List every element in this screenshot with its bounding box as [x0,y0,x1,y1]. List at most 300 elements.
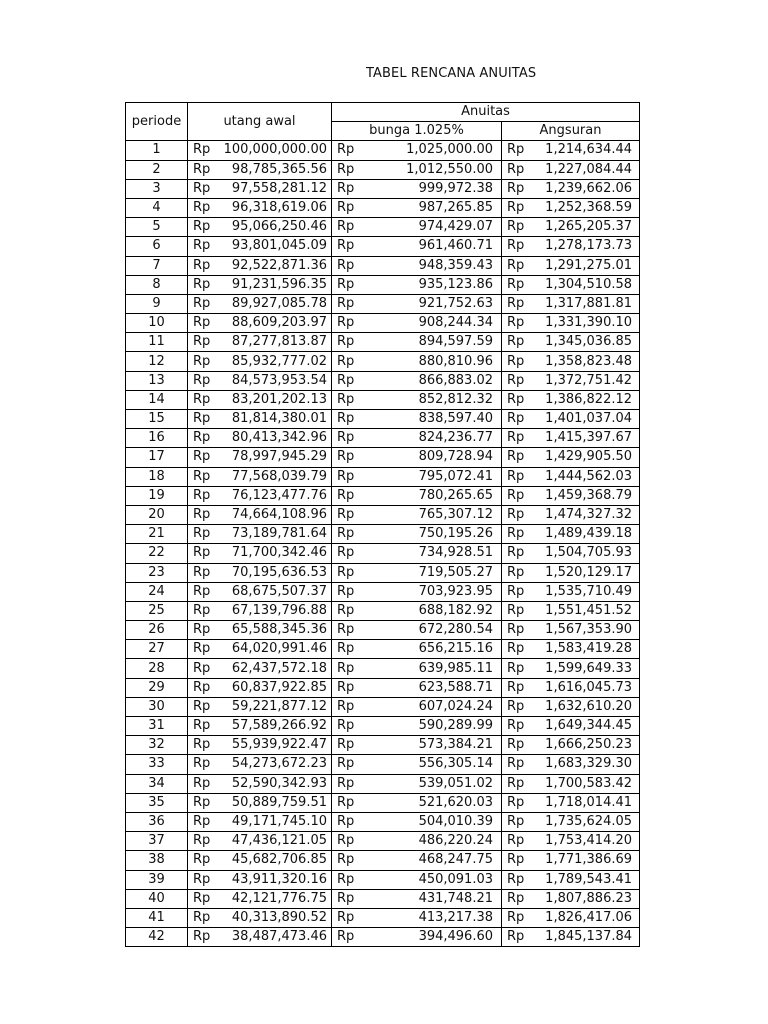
amount-value: 92,522,871.36 [231,257,327,273]
amount-value: 1,735,624.05 [545,814,633,830]
angsuran-cell [502,218,640,237]
periode-cell: 42 [126,928,188,947]
amount-value: 100,000,000.00 [223,142,327,158]
bunga-cell [332,333,502,352]
periode-cell: 13 [126,371,188,390]
bunga-cell [332,525,502,544]
periode-cell: 18 [126,467,188,486]
currency-label: Rp [337,142,355,158]
angsuran-cell [502,429,640,448]
currency-label: Rp [337,660,355,676]
amount-value: 1,520,129.17 [545,564,633,580]
utang-awal-cell [188,697,332,716]
amount-value: 68,675,507.37 [231,583,327,599]
header-anuitas: Anuitas [332,103,640,122]
amount-value: 880,810.96 [418,353,493,369]
currency-label: Rp [507,871,525,887]
table-row [126,582,640,601]
currency-label: Rp [507,660,525,676]
currency-label: Rp [193,698,211,714]
currency-label: Rp [337,276,355,292]
amount-value: 987,265.85 [418,200,493,216]
currency-label: Rp [507,852,525,868]
amount-value: 1,265,205.37 [545,219,633,235]
angsuran-cell [502,755,640,774]
table-row [126,793,640,812]
amount-value: 93,801,045.09 [231,238,327,254]
currency-label: Rp [337,583,355,599]
currency-label: Rp [193,391,211,407]
table-row [126,659,640,678]
bunga-cell [332,870,502,889]
utang-awal-cell [188,812,332,831]
currency-label: Rp [193,852,211,868]
angsuran-cell [502,563,640,582]
table-row [126,678,640,697]
amount-value: 65,588,345.36 [231,622,327,638]
amount-value: 76,123,477.76 [231,487,327,503]
utang-awal-cell [188,544,332,563]
currency-label: Rp [193,507,211,523]
amount-value: 521,620.03 [418,794,493,810]
periode-cell: 24 [126,582,188,601]
currency-label: Rp [337,487,355,503]
table-row [126,179,640,198]
table-row [126,410,640,429]
periode-cell: 25 [126,601,188,620]
currency-label: Rp [337,794,355,810]
currency-label: Rp [337,411,355,427]
currency-label: Rp [193,257,211,273]
currency-label: Rp [337,545,355,561]
utang-awal-cell [188,448,332,467]
amount-value: 83,201,202.13 [231,391,327,407]
currency-label: Rp [507,756,525,772]
amount-value: 1,401,037.04 [545,411,633,427]
amount-value: 1,252,368.59 [545,200,633,216]
amount-value: 55,939,922.47 [231,737,327,753]
table-row [126,333,640,352]
table-row [126,889,640,908]
utang-awal-cell [188,275,332,294]
table-header [126,103,640,141]
amount-value: 623,588.71 [418,679,493,695]
amount-value: 67,139,796.88 [231,602,327,618]
bunga-cell [332,448,502,467]
currency-label: Rp [337,622,355,638]
currency-label: Rp [507,353,525,369]
angsuran-cell [502,505,640,524]
currency-label: Rp [507,449,525,465]
amount-value: 431,748.21 [418,890,493,906]
currency-label: Rp [337,756,355,772]
currency-label: Rp [507,545,525,561]
utang-awal-cell [188,774,332,793]
currency-label: Rp [193,737,211,753]
currency-label: Rp [193,890,211,906]
currency-label: Rp [507,718,525,734]
amount-value: 45,682,706.85 [231,852,327,868]
bunga-cell [332,793,502,812]
currency-label: Rp [193,449,211,465]
currency-label: Rp [337,698,355,714]
bunga-cell [332,889,502,908]
utang-awal-cell [188,486,332,505]
table-row [126,832,640,851]
table-row [126,294,640,313]
currency-label: Rp [193,200,211,216]
angsuran-cell [502,621,640,640]
currency-label: Rp [337,564,355,580]
currency-label: Rp [337,833,355,849]
currency-label: Rp [337,852,355,868]
utang-awal-cell [188,352,332,371]
amount-value: 62,437,572.18 [231,660,327,676]
currency-label: Rp [193,871,211,887]
table-row [126,314,640,333]
amount-value: 60,837,922.85 [231,679,327,695]
currency-label: Rp [507,679,525,695]
currency-label: Rp [193,679,211,695]
bunga-cell [332,717,502,736]
periode-cell: 3 [126,179,188,198]
angsuran-cell [502,237,640,256]
periode-cell: 1 [126,141,188,160]
angsuran-cell [502,697,640,716]
amount-value: 1,025,000.00 [406,142,493,158]
angsuran-cell [502,870,640,889]
currency-label: Rp [337,526,355,542]
table-row [126,544,640,563]
table-row [126,198,640,217]
bunga-cell [332,832,502,851]
amount-value: 1,386,822.12 [545,391,633,407]
utang-awal-cell [188,678,332,697]
utang-awal-cell [188,314,332,333]
utang-awal-cell [188,333,332,352]
table-row [126,505,640,524]
amount-value: 1,700,583.42 [545,775,633,791]
amount-value: 504,010.39 [418,814,493,830]
bunga-cell [332,141,502,160]
amount-value: 639,985.11 [418,660,493,676]
currency-label: Rp [507,142,525,158]
table-row [126,774,640,793]
angsuran-cell [502,851,640,870]
amount-value: 1,718,014.41 [545,794,633,810]
currency-label: Rp [193,487,211,503]
amount-value: 43,911,320.16 [231,871,327,887]
amount-value: 85,932,777.02 [231,353,327,369]
amount-value: 98,785,365.56 [231,161,327,177]
amount-value: 57,589,266.92 [231,718,327,734]
table-row [126,352,640,371]
periode-cell: 29 [126,678,188,697]
currency-label: Rp [337,238,355,254]
amount-value: 1,474,327.32 [545,507,633,523]
currency-label: Rp [193,564,211,580]
currency-label: Rp [193,238,211,254]
currency-label: Rp [193,372,211,388]
utang-awal-cell [188,390,332,409]
currency-label: Rp [507,564,525,580]
amount-value: 73,189,781.64 [231,526,327,542]
angsuran-cell [502,812,640,831]
periode-cell: 26 [126,621,188,640]
table-row [126,390,640,409]
currency-label: Rp [193,411,211,427]
amount-value: 91,231,596.35 [231,276,327,292]
amount-value: 1,551,451.52 [545,602,633,618]
currency-label: Rp [507,487,525,503]
bunga-cell [332,736,502,755]
periode-cell: 36 [126,812,188,831]
bunga-cell [332,160,502,179]
periode-cell: 7 [126,256,188,275]
utang-awal-cell [188,410,332,429]
amount-value: 1,567,353.90 [545,622,633,638]
amount-value: 719,505.27 [418,564,493,580]
table-row [126,928,640,947]
bunga-cell [332,314,502,333]
utang-awal-cell [188,621,332,640]
angsuran-cell [502,160,640,179]
amount-value: 450,091.03 [418,871,493,887]
amount-value: 703,923.95 [418,583,493,599]
amount-value: 97,558,281.12 [231,180,327,196]
currency-label: Rp [193,315,211,331]
header-periode: periode [126,103,188,141]
currency-label: Rp [337,871,355,887]
amount-value: 607,024.24 [418,698,493,714]
amount-value: 734,928.51 [418,545,493,561]
periode-cell: 14 [126,390,188,409]
currency-label: Rp [337,909,355,925]
currency-label: Rp [507,814,525,830]
currency-label: Rp [337,718,355,734]
table-row [126,697,640,716]
periode-cell: 32 [126,736,188,755]
amount-value: 1,372,751.42 [545,372,633,388]
angsuran-cell [502,659,640,678]
amount-value: 54,273,672.23 [231,756,327,772]
currency-label: Rp [193,718,211,734]
currency-label: Rp [507,219,525,235]
utang-awal-cell [188,889,332,908]
amount-value: 40,313,890.52 [231,909,327,925]
periode-cell: 4 [126,198,188,217]
amount-value: 1,214,634.44 [545,142,633,158]
annuity-table [125,102,640,947]
amount-value: 52,590,342.93 [231,775,327,791]
currency-label: Rp [193,526,211,542]
amount-value: 672,280.54 [418,622,493,638]
amount-value: 1,291,275.01 [545,257,633,273]
currency-label: Rp [193,430,211,446]
bunga-cell [332,544,502,563]
bunga-cell [332,352,502,371]
amount-value: 1,616,045.73 [545,679,633,695]
currency-label: Rp [193,622,211,638]
amount-value: 1,358,823.48 [545,353,633,369]
bunga-cell [332,755,502,774]
periode-cell: 31 [126,717,188,736]
bunga-cell [332,486,502,505]
currency-label: Rp [337,737,355,753]
angsuran-cell [502,314,640,333]
amount-value: 468,247.75 [418,852,493,868]
bunga-cell [332,640,502,659]
angsuran-cell [502,640,640,659]
table-row [126,218,640,237]
utang-awal-cell [188,237,332,256]
bunga-cell [332,928,502,947]
amount-value: 838,597.40 [418,411,493,427]
amount-value: 1,789,543.41 [545,871,633,887]
amount-value: 74,664,108.96 [231,507,327,523]
currency-label: Rp [193,641,211,657]
currency-label: Rp [193,909,211,925]
currency-label: Rp [337,372,355,388]
bunga-cell [332,218,502,237]
bunga-cell [332,371,502,390]
amount-value: 88,609,203.97 [231,315,327,331]
amount-value: 77,568,039.79 [231,468,327,484]
currency-label: Rp [507,372,525,388]
amount-value: 539,051.02 [418,775,493,791]
amount-value: 1,807,886.23 [545,890,633,906]
utang-awal-cell [188,198,332,217]
amount-value: 1,459,368.79 [545,487,633,503]
amount-value: 50,889,759.51 [231,794,327,810]
utang-awal-cell [188,525,332,544]
amount-value: 1,504,705.93 [545,545,633,561]
currency-label: Rp [337,257,355,273]
table-row [126,448,640,467]
periode-cell: 33 [126,755,188,774]
amount-value: 1,012,550.00 [406,161,493,177]
periode-cell: 34 [126,774,188,793]
periode-cell: 21 [126,525,188,544]
bunga-cell [332,237,502,256]
amount-value: 1,304,510.58 [545,276,633,292]
currency-label: Rp [507,200,525,216]
currency-label: Rp [337,468,355,484]
amount-value: 84,573,953.54 [231,372,327,388]
amount-value: 64,020,991.46 [231,641,327,657]
currency-label: Rp [507,737,525,753]
currency-label: Rp [507,890,525,906]
utang-awal-cell [188,793,332,812]
amount-value: 1,753,414.20 [545,833,633,849]
currency-label: Rp [507,507,525,523]
utang-awal-cell [188,160,332,179]
periode-cell: 27 [126,640,188,659]
currency-label: Rp [337,929,355,945]
amount-value: 96,318,619.06 [231,200,327,216]
currency-label: Rp [507,698,525,714]
currency-label: Rp [337,814,355,830]
periode-cell: 9 [126,294,188,313]
amount-value: 59,221,877.12 [231,698,327,714]
angsuran-cell [502,525,640,544]
currency-label: Rp [507,276,525,292]
table-row [126,640,640,659]
angsuran-cell [502,678,640,697]
amount-value: 974,429.07 [418,219,493,235]
amount-value: 573,384.21 [418,737,493,753]
angsuran-cell [502,256,640,275]
currency-label: Rp [507,180,525,196]
currency-label: Rp [507,929,525,945]
table-row [126,908,640,927]
currency-label: Rp [193,219,211,235]
currency-label: Rp [193,602,211,618]
periode-cell: 8 [126,275,188,294]
currency-label: Rp [507,468,525,484]
bunga-cell [332,659,502,678]
amount-value: 1,599,649.33 [545,660,633,676]
currency-label: Rp [507,583,525,599]
utang-awal-cell [188,256,332,275]
utang-awal-cell [188,141,332,160]
header-bunga: bunga 1.025% [332,122,502,141]
periode-cell: 20 [126,505,188,524]
utang-awal-cell [188,429,332,448]
currency-label: Rp [337,180,355,196]
currency-label: Rp [193,334,211,350]
angsuran-cell [502,889,640,908]
table-row [126,371,640,390]
periode-cell: 5 [126,218,188,237]
currency-label: Rp [193,929,211,945]
bunga-cell [332,812,502,831]
utang-awal-cell [188,294,332,313]
angsuran-cell [502,179,640,198]
currency-label: Rp [337,890,355,906]
utang-awal-cell [188,640,332,659]
amount-value: 394,496.60 [418,929,493,945]
table-body [126,141,640,947]
amount-value: 71,700,342.46 [231,545,327,561]
periode-cell: 2 [126,160,188,179]
angsuran-cell [502,275,640,294]
angsuran-cell [502,908,640,927]
currency-label: Rp [337,161,355,177]
currency-label: Rp [337,334,355,350]
angsuran-cell [502,141,640,160]
table-row [126,141,640,160]
currency-label: Rp [193,161,211,177]
angsuran-cell [502,352,640,371]
angsuran-cell [502,736,640,755]
bunga-cell [332,774,502,793]
amount-value: 1,771,386.69 [545,852,633,868]
amount-value: 765,307.12 [418,507,493,523]
table-row [126,621,640,640]
table-row [126,160,640,179]
utang-awal-cell [188,832,332,851]
amount-value: 935,123.86 [418,276,493,292]
currency-label: Rp [337,679,355,695]
amount-value: 1,345,036.85 [545,334,633,350]
utang-awal-cell [188,505,332,524]
currency-label: Rp [193,756,211,772]
bunga-cell [332,467,502,486]
angsuran-cell [502,717,640,736]
amount-value: 894,597.59 [418,334,493,350]
currency-label: Rp [507,238,525,254]
